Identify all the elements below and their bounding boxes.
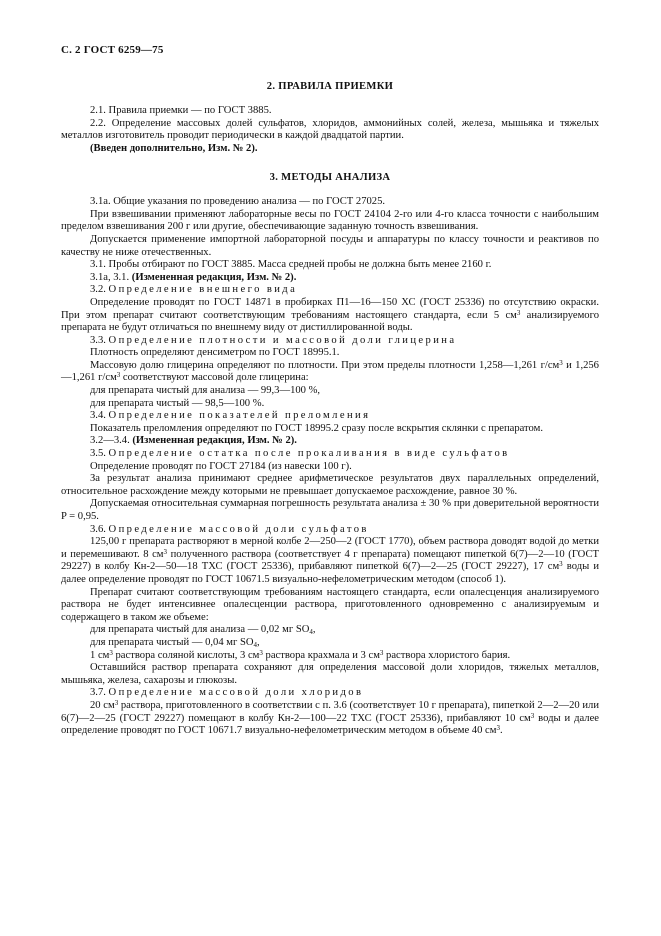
heading-3-7: 3.7. Определение массовой доли хлоридов [90,687,364,699]
para-3-6-a: 125,00 г препарата растворяют в мерной колбе 2—250—2 (ГОСТ 1770), объем раствора доводят водой до метки и перемешивают. 8 $см^3$ полученного раствора (соответствует 4 г препарата) помещают пипеткой 6(7)—2—10 (ГОСТ 29227) в колбу Кн-2—50—18 ТХС (ГОСТ 25336), прибавляют пипеткой 6(7)—2—25 (ГОСТ 29227), 17 $см^3$ воды и далее определение проводят по ГОСТ 10671.5 визуально-нефелометрическим методом (способ 1). [61,536,600,585]
para-2-note: (Введен дополнительно, Изм. № 2). [90,142,258,154]
para-3-3-a: Плотность определяют денсиметром по ГОСТ 18995.1. [90,347,340,359]
para-3-6-d: для препарата чистый — 0,04 мг SO4, [90,636,260,649]
para-3-6-e: 1 $см^3$ раствора соляной кислоты, 3 $см^3$ раствора крахмала и 3 $см^3$ раствора хлористого бария. [90,648,511,661]
para-3-weighing: При взвешивании применяют лабораторные весы по ГОСТ 24104 2-го или 4-го класса точности с наибольшим пределом взвешивания 200 г или другие, обеспечивающие заданную точность взвешивания. [61,208,599,233]
heading-3-6: 3.6. Определение массовой доли сульфатов [90,523,369,535]
para-3-3-d: для препарата чистый — 98,5—100 %. [90,397,265,409]
para-3-5-a: Определение проводят по ГОСТ 27184 (из навески 100 г). [90,460,352,472]
heading-3-3: 3.3. Определение плотности и массовой доли глицерина [90,334,457,346]
para-3-6-b: Препарат считают соответствующим требованиям настоящего стандарта, если опалесценция анализируемого раствора не будет интенсивнее опалесценции раствора, приготовленного одновременно с анализируемым и содержащего в таком же объеме: [61,586,599,623]
para-3-4-a: Показатель преломления определяют по ГОСТ 18995.2 сразу после вскрытия склянки с препаратом. [90,422,543,434]
para-3-5-c: Допускаемая относительная суммарная погрешность результата анализа ± 30 % при доверительной вероятности P = 0,95. [61,498,599,522]
para-2-2: 2.2. Определение массовых долей сульфатов, хлоридов, аммонийных солей, железа, мышьяка и тяжелых металлов изготовитель проводит периодически в каждой двадцатой партии. [61,117,599,142]
section-2-title: 2. ПРАВИЛА ПРИЕМКИ [266,80,394,92]
para-3-1a: 3.1а. Общие указания по проведению анализа — по ГОСТ 27025. [90,196,386,208]
para-3-1: 3.1. Пробы отбирают по ГОСТ 3885. Масса средней пробы не должна быть менее 2160 г. [90,259,492,271]
page-header: С. 2 ГОСТ 6259—75 [61,44,164,56]
para-2-1: 2.1. Правила приемки — по ГОСТ 3885. [90,105,272,117]
para-3-3-b: Массовую долю глицерина определяют по плотности. При этом пределы плотности 1,258—1,261 $г/см^3$ и 1,256—1,261 $г/см^3$ соответствуют массовой доле глицерина: [61,358,599,384]
heading-3-4: 3.4. Определение показателей преломления [90,410,371,422]
para-3-6-f: Оставшийся раствор препарата сохраняют для определения массовой доли хлоридов, тяжелых металлов, мышьяка, железа, сахарозы и глюкозы. [61,662,599,686]
para-3-import: Допускается применение импортной лабораторной посуды и аппаратуры по классу точности и реактивов по качеству не ниже отечественных. [61,233,599,258]
para-3-7-a: 20 $см^3$ раствора, приготовленного в соответствии с п. 3.6 (соответствует 10 г препарата), пипеткой 2—2—20 или 6(7)—2—25 (ГОСТ 29227) помещают в колбу Кн-2—100—22 ТХС (ГОСТ 25336), прибавляют 10 $см^3$ воды и далее определение проводят по ГОСТ 10671.7 визуально-нефелометрическим методом в объеме 40 $см^3$. [61,698,599,737]
para-3-2-text: Определение проводят по ГОСТ 14871 в пробирках П1—16—150 ХС (ГОСТ 25336) по отсутствию окраски. При этом препарат считают соответствующим требованиям настоящего стандарта, если 5 $см^3$ анализируемого препарата не будут отличаться по внешнему виду от дистиллированной воды. [61,296,599,334]
para-3-2-3-4-revision: 3.2—3.4. (Измененная редакция, Изм. № 2). [90,435,297,447]
para-3-3-c: для препарата чистый для анализа — 99,3—100 %, [90,385,321,397]
section-3-title: 3. МЕТОДЫ АНАЛИЗА [269,171,391,183]
heading-3-2: 3.2. Определение внешнего вида [90,284,298,296]
para-3-1-revision: 3.1а, 3.1. (Измененная редакция, Изм. № 2). [90,271,297,283]
document-page [61,44,599,738]
heading-3-5: 3.5. Определение остатка после прокаливания в виде сульфатов [90,448,510,460]
para-3-5-b: За результат анализа принимают среднее арифметическое результатов двух параллельных определений, относительное расхождение между которыми не превышает допускаемое расхождение, равное 30 %. [61,473,599,497]
para-3-6-c: для препарата чистый для анализа — 0,02 мг SO4, [90,624,316,637]
